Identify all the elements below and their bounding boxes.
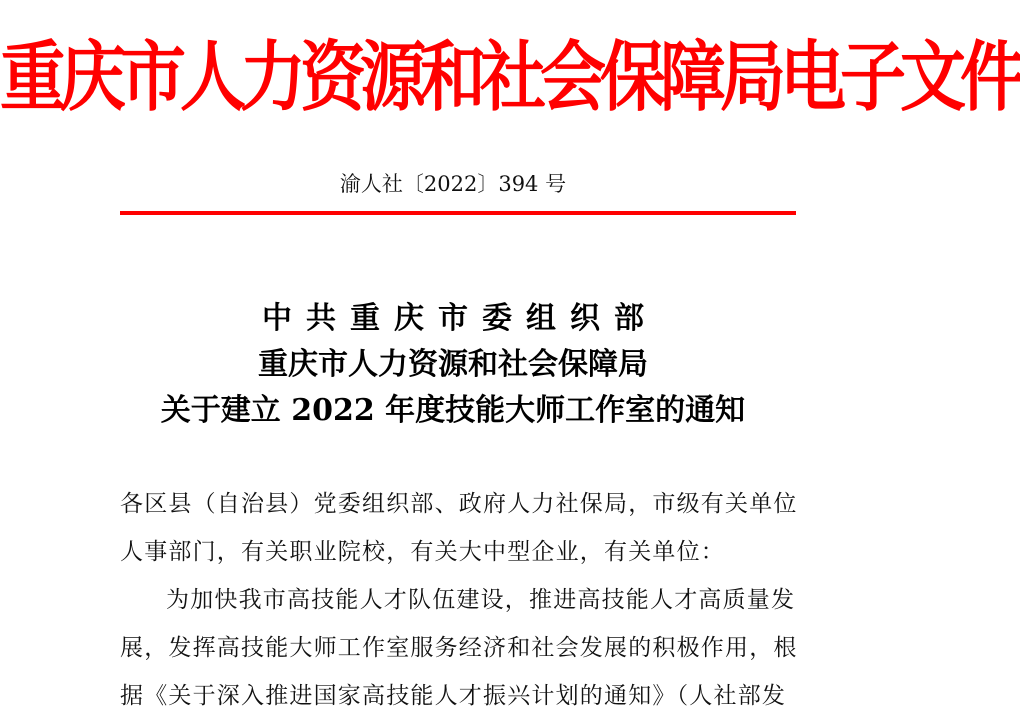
salutation-line-2: 人事部门，有关职业院校，有关大中型企业，有关单位： [120,539,725,565]
document-masthead: 重庆市人力资源和社会保障局电子文件 [0,32,1020,123]
title-line-issuer-1: 中共重庆市委组织部 [262,301,658,336]
paragraph-line-1: 为加快我市高技能人才队伍建设，推进高技能人才高质量发 [166,587,796,613]
title-line-subject: 关于建立 2022 年度技能大师工作室的通知 [160,393,746,428]
notice-title [0,296,906,434]
red-divider-rule [120,211,796,215]
document-number: 渝人社〔2022〕394 号 [339,172,567,196]
paragraph-line-2: 展，发挥高技能大师工作室服务经济和社会发展的积极作用，根 [120,635,798,661]
body-paragraph [120,576,800,720]
paragraph-line-3: 据《关于深入推进国家高技能人才振兴计划的通知》（人社部发 [120,683,787,709]
salutation [120,480,800,576]
salutation-line-1: 各区县（自治县）党委组织部、政府人力社保局，市级有关单位 [120,491,798,517]
title-line-issuer-2: 重庆市人力资源和社会保障局 [258,347,648,382]
